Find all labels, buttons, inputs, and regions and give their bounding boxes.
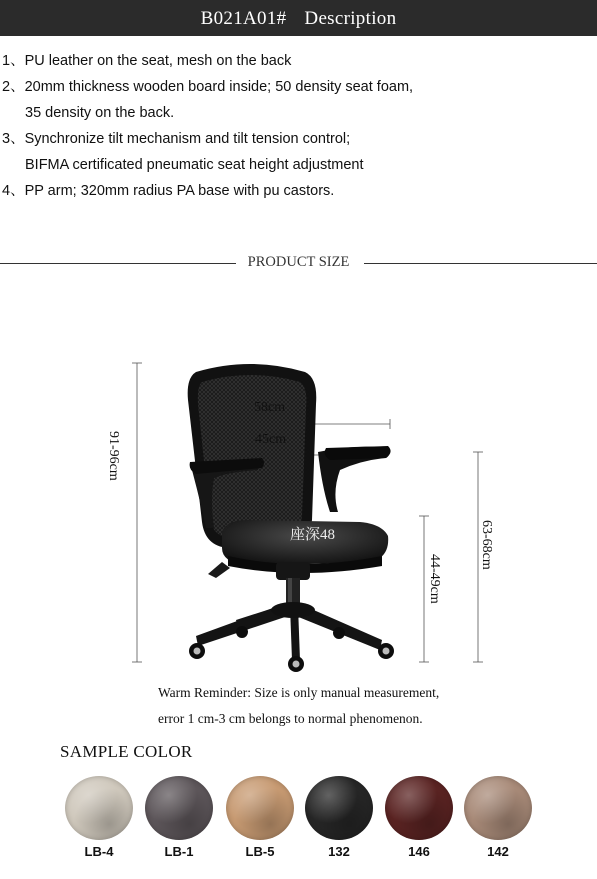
- description-line-2: 2、20mm thickness wooden board inside; 50 density seat foam,: [2, 79, 414, 95]
- chair-backrest-mesh: [198, 375, 307, 538]
- header-title: Description: [304, 8, 397, 29]
- sample-color-title: SAMPLE COLOR: [60, 742, 193, 761]
- swatch-label-lb-4: LB-4: [84, 844, 114, 859]
- description-line-3-cont: BIFMA certificated pneumatic seat height adjustment: [25, 157, 364, 173]
- product-code: B021A01#: [200, 8, 287, 29]
- description-line-3: 3、Synchronize tilt mechanism and tilt tension control;: [2, 131, 351, 147]
- header-bar: [0, 0, 597, 36]
- dim-width-seat: 45cm: [255, 432, 287, 447]
- swatch-146: [385, 776, 453, 840]
- swatch-label-lb-1: LB-1: [164, 844, 194, 859]
- swatch-label-142: 142: [487, 844, 509, 859]
- swatch-142: [464, 776, 532, 840]
- dim-arm-height: 63-68cm: [479, 520, 494, 570]
- chair-illustration: [0, 270, 597, 680]
- swatch-lb-5: [226, 776, 294, 840]
- swatch-132: [305, 776, 373, 840]
- description-line-1: 1、PU leather on the seat, mesh on the back: [2, 53, 292, 69]
- description-list: [2, 48, 592, 204]
- product-size-title: PRODUCT SIZE: [247, 254, 350, 270]
- dim-height-total: 91-96cm: [106, 431, 121, 481]
- description-line-2-cont: 35 density on the back.: [25, 105, 175, 121]
- swatch-label-146: 146: [408, 844, 430, 859]
- dim-seat-height: 44-49cm: [427, 554, 442, 604]
- swatch-label-lb-5: LB-5: [245, 844, 275, 859]
- reminder-line-1: Warm Reminder: Size is only manual measurement,: [158, 685, 440, 700]
- swatch-lb-1: [145, 776, 213, 840]
- warm-reminder: [158, 680, 439, 732]
- dim-seat-depth: 座深48: [290, 527, 336, 543]
- reminder-line-2: error 1 cm-3 cm belongs to normal phenomenon.: [158, 711, 423, 726]
- description-line-4: 4、PP arm; 320mm radius PA base with pu castors.: [2, 183, 335, 199]
- swatch-lb-4: [65, 776, 133, 840]
- dim-width-overall: 58cm: [254, 400, 286, 415]
- swatch-label-132: 132: [328, 844, 350, 859]
- chair-base: [196, 602, 382, 660]
